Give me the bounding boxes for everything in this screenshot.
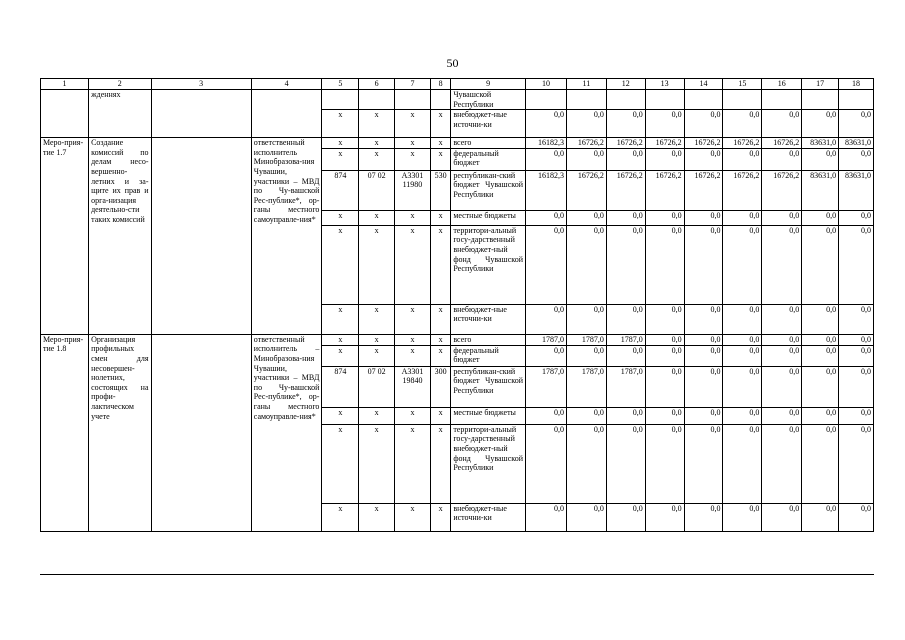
amount-cell: 16182,3 [526, 138, 567, 149]
amount-cell [645, 90, 684, 110]
target-article-cell: х [395, 424, 431, 503]
amount-cell [802, 90, 839, 110]
grbs-code-cell: х [322, 407, 359, 424]
column-number-header: 8 [430, 79, 450, 90]
event-name-cell: Создание комиссий по делам несо-вершенно-летних и за-щите их прав и орга-низация деятельно-сти таких комиссий [89, 138, 151, 335]
amount-cell: 0,0 [645, 407, 684, 424]
section-code-cell: х [359, 225, 395, 304]
amount-cell: 0,0 [526, 407, 567, 424]
amount-cell: 0,0 [723, 304, 762, 334]
amount-cell: 0,0 [839, 334, 874, 345]
amount-cell: 16182,3 [526, 170, 567, 210]
column-number-header: 5 [322, 79, 359, 90]
amount-cell: 0,0 [762, 304, 802, 334]
column-number-header: 6 [359, 79, 395, 90]
target-article-cell: х [395, 503, 431, 531]
section-code-cell: х [359, 210, 395, 225]
grbs-code-cell: 874 [322, 366, 359, 407]
amount-cell: 16726,2 [684, 138, 723, 149]
amount-cell [839, 90, 874, 110]
amount-cell: 16726,2 [645, 138, 684, 149]
amount-cell: 0,0 [802, 407, 839, 424]
header-row [41, 79, 874, 90]
expense-type-cell: х [430, 148, 450, 170]
amount-cell: 0,0 [723, 345, 762, 366]
amount-cell [762, 90, 802, 110]
column-number-header: 9 [451, 79, 526, 90]
column-number-header: 11 [566, 79, 606, 90]
grbs-code-cell: х [322, 424, 359, 503]
expense-type-cell: х [430, 345, 450, 366]
amount-cell: 0,0 [839, 366, 874, 407]
target-article-cell: х [395, 407, 431, 424]
section-code-cell: х [359, 407, 395, 424]
amount-cell: 0,0 [723, 503, 762, 531]
amount-cell: 0,0 [723, 407, 762, 424]
amount-cell: 16726,2 [606, 138, 645, 149]
amount-cell: 0,0 [802, 148, 839, 170]
amount-cell: 0,0 [606, 225, 645, 304]
grbs-code-cell [322, 90, 359, 110]
expense-type-cell: х [430, 503, 450, 531]
funding-source-cell: территори-альный госу-дарственный внебюджет-ный фонд Чувашской Республики [451, 225, 526, 304]
column-number-header: 1 [41, 79, 89, 90]
section-code-cell: 07 02 [359, 366, 395, 407]
target-article-cell: х [395, 345, 431, 366]
amount-cell: 1787,0 [526, 334, 567, 345]
amount-cell: 0,0 [526, 304, 567, 334]
table-body [41, 79, 874, 532]
amount-cell: 0,0 [684, 225, 723, 304]
expense-type-cell: х [430, 304, 450, 334]
executor-cell: ответственный исполнитель Минобразова-ния Чувашии, участники – МВД по Чу-вашской Рес-публике*, ор-ганы местного самоуправле-ния* [251, 138, 322, 335]
amount-cell: 0,0 [684, 503, 723, 531]
target-article-cell: х [395, 225, 431, 304]
amount-cell: 0,0 [762, 148, 802, 170]
amount-cell: 0,0 [762, 407, 802, 424]
amount-cell: 0,0 [802, 110, 839, 138]
amount-cell: 16726,2 [762, 138, 802, 149]
amount-cell [606, 90, 645, 110]
bottom-rule [40, 574, 874, 575]
indicator-cell [151, 138, 251, 335]
amount-cell [526, 90, 567, 110]
amount-cell: 0,0 [566, 424, 606, 503]
amount-cell: 0,0 [645, 110, 684, 138]
section-code-cell: х [359, 148, 395, 170]
amount-cell: 0,0 [762, 210, 802, 225]
amount-cell: 0,0 [723, 366, 762, 407]
grbs-code-cell: 874 [322, 170, 359, 210]
amount-cell: 16726,2 [723, 138, 762, 149]
event-label-cell: Меро-прия-тие 1.7 [41, 138, 89, 335]
expense-type-cell: х [430, 424, 450, 503]
expense-type-cell: х [430, 225, 450, 304]
amount-cell: 0,0 [684, 424, 723, 503]
amount-cell: 0,0 [684, 345, 723, 366]
amount-cell: 16726,2 [684, 170, 723, 210]
section-code-cell: х [359, 334, 395, 345]
amount-cell: 0,0 [684, 334, 723, 345]
funding-source-cell: федеральный бюджет [451, 345, 526, 366]
funding-source-cell: Чувашской Республики [451, 90, 526, 110]
amount-cell: 0,0 [606, 110, 645, 138]
amount-cell: 1787,0 [566, 334, 606, 345]
amount-cell: 0,0 [526, 148, 567, 170]
amount-cell: 0,0 [606, 210, 645, 225]
funding-source-cell: республикан-ский бюджет Чувашской Республики [451, 170, 526, 210]
amount-cell: 0,0 [802, 210, 839, 225]
amount-cell: 0,0 [802, 334, 839, 345]
amount-cell: 83631,0 [839, 138, 874, 149]
target-article-cell: А3301 11980 [395, 170, 431, 210]
column-number-header: 17 [802, 79, 839, 90]
target-article-cell: х [395, 334, 431, 345]
amount-cell: 0,0 [606, 424, 645, 503]
grbs-code-cell: х [322, 503, 359, 531]
amount-cell: 0,0 [566, 304, 606, 334]
column-number-header: 13 [645, 79, 684, 90]
section-code-cell [359, 90, 395, 110]
target-article-cell: х [395, 148, 431, 170]
target-article-cell: х [395, 138, 431, 149]
event-name-cell: жденнях [89, 90, 151, 138]
amount-cell: 1787,0 [606, 334, 645, 345]
amount-cell: 0,0 [566, 210, 606, 225]
amount-cell: 16726,2 [566, 170, 606, 210]
expense-type-cell: х [430, 334, 450, 345]
page-number: 50 [446, 56, 459, 70]
amount-cell: 0,0 [606, 148, 645, 170]
amount-cell: 0,0 [684, 210, 723, 225]
amount-cell: 0,0 [839, 407, 874, 424]
amount-cell: 16726,2 [606, 170, 645, 210]
amount-cell: 0,0 [723, 110, 762, 138]
target-article-cell [395, 90, 431, 110]
section-code-cell: х [359, 424, 395, 503]
grbs-code-cell: х [322, 110, 359, 138]
indicator-cell [151, 334, 251, 531]
funding-row [41, 334, 874, 345]
amount-cell: 16726,2 [645, 170, 684, 210]
executor-cell: ответственный исполнитель – Минобразова-ния Чувашии, участники – МВД по Чу-вашской Рес-публике*, ор-ганы местного самоуправле-ния* [251, 334, 322, 531]
amount-cell: 0,0 [645, 148, 684, 170]
amount-cell: 0,0 [839, 304, 874, 334]
amount-cell: 0,0 [566, 225, 606, 304]
column-number-header: 10 [526, 79, 567, 90]
amount-cell: 0,0 [723, 334, 762, 345]
amount-cell: 16726,2 [762, 170, 802, 210]
amount-cell: 83631,0 [802, 138, 839, 149]
amount-cell [566, 90, 606, 110]
amount-cell [723, 90, 762, 110]
amount-cell: 0,0 [723, 424, 762, 503]
amount-cell: 0,0 [839, 345, 874, 366]
amount-cell: 0,0 [566, 148, 606, 170]
amount-cell: 0,0 [839, 148, 874, 170]
indicator-cell [151, 90, 251, 138]
funding-source-cell: федеральный бюджет [451, 148, 526, 170]
amount-cell: 0,0 [566, 110, 606, 138]
budget-table [40, 78, 874, 532]
amount-cell: 1787,0 [566, 366, 606, 407]
funding-source-cell: внебюджет-ные источни-ки [451, 503, 526, 531]
column-number-header: 18 [839, 79, 874, 90]
event-label-cell: Меро-прия-тие 1.8 [41, 334, 89, 531]
amount-cell: 0,0 [802, 225, 839, 304]
column-number-header: 4 [251, 79, 322, 90]
amount-cell: 0,0 [526, 210, 567, 225]
amount-cell: 0,0 [526, 225, 567, 304]
event-name-cell: Организация профильных смен для несовершен-нолетних, состоящих на профи-лактическом учете [89, 334, 151, 531]
funding-row [41, 138, 874, 149]
expense-type-cell: 530 [430, 170, 450, 210]
amount-cell: 0,0 [684, 407, 723, 424]
amount-cell: 0,0 [839, 503, 874, 531]
grbs-code-cell: х [322, 304, 359, 334]
budget-table-wrapper [40, 78, 874, 532]
amount-cell: 0,0 [684, 110, 723, 138]
amount-cell [684, 90, 723, 110]
continuation-row [41, 90, 874, 110]
amount-cell: 0,0 [839, 110, 874, 138]
amount-cell: 0,0 [684, 366, 723, 407]
amount-cell: 0,0 [645, 366, 684, 407]
amount-cell: 16726,2 [723, 170, 762, 210]
section-code-cell: х [359, 345, 395, 366]
amount-cell: 0,0 [645, 304, 684, 334]
grbs-code-cell: х [322, 334, 359, 345]
column-number-header: 14 [684, 79, 723, 90]
amount-cell: 0,0 [645, 210, 684, 225]
amount-cell: 0,0 [606, 345, 645, 366]
amount-cell: 0,0 [723, 148, 762, 170]
amount-cell: 1787,0 [606, 366, 645, 407]
section-code-cell: х [359, 503, 395, 531]
amount-cell: 0,0 [606, 407, 645, 424]
amount-cell: 83631,0 [839, 170, 874, 210]
target-article-cell: А3301 19840 [395, 366, 431, 407]
column-number-header: 7 [395, 79, 431, 90]
amount-cell: 0,0 [762, 366, 802, 407]
amount-cell: 0,0 [839, 424, 874, 503]
target-article-cell: х [395, 304, 431, 334]
expense-type-cell: х [430, 407, 450, 424]
amount-cell: 0,0 [684, 304, 723, 334]
amount-cell: 0,0 [526, 110, 567, 138]
grbs-code-cell: х [322, 210, 359, 225]
amount-cell: 0,0 [723, 225, 762, 304]
amount-cell: 0,0 [762, 424, 802, 503]
amount-cell: 0,0 [606, 503, 645, 531]
column-number-header: 2 [89, 79, 151, 90]
funding-source-cell: внебюджет-ные источни-ки [451, 304, 526, 334]
funding-source-cell: всего [451, 138, 526, 149]
funding-source-cell: внебюджет-ные источни-ки [451, 110, 526, 138]
section-code-cell: х [359, 304, 395, 334]
amount-cell: 0,0 [762, 503, 802, 531]
grbs-code-cell: х [322, 148, 359, 170]
amount-cell: 0,0 [526, 424, 567, 503]
column-number-header: 12 [606, 79, 645, 90]
executor-cell [251, 90, 322, 138]
amount-cell: 0,0 [566, 407, 606, 424]
target-article-cell: х [395, 110, 431, 138]
column-number-header: 3 [151, 79, 251, 90]
amount-cell: 0,0 [802, 366, 839, 407]
amount-cell: 0,0 [802, 304, 839, 334]
expense-type-cell: х [430, 210, 450, 225]
amount-cell: 0,0 [839, 210, 874, 225]
event-label-cell [41, 90, 89, 138]
amount-cell: 0,0 [723, 210, 762, 225]
amount-cell: 0,0 [762, 110, 802, 138]
amount-cell: 0,0 [762, 334, 802, 345]
amount-cell: 0,0 [802, 345, 839, 366]
amount-cell: 0,0 [645, 424, 684, 503]
grbs-code-cell: х [322, 138, 359, 149]
amount-cell: 0,0 [566, 503, 606, 531]
amount-cell: 0,0 [645, 225, 684, 304]
funding-source-cell: республикан-ский бюджет Чувашской Республики [451, 366, 526, 407]
amount-cell: 0,0 [645, 503, 684, 531]
section-code-cell: 07 02 [359, 170, 395, 210]
amount-cell: 83631,0 [802, 170, 839, 210]
amount-cell: 0,0 [684, 148, 723, 170]
expense-type-cell: 300 [430, 366, 450, 407]
expense-type-cell: х [430, 110, 450, 138]
section-code-cell: х [359, 110, 395, 138]
amount-cell: 16726,2 [566, 138, 606, 149]
amount-cell: 1787,0 [526, 366, 567, 407]
amount-cell: 0,0 [645, 345, 684, 366]
funding-source-cell: местные бюджеты [451, 407, 526, 424]
target-article-cell: х [395, 210, 431, 225]
grbs-code-cell: х [322, 345, 359, 366]
funding-source-cell: территори-альный госу-дарственный внебюджет-ный фонд Чувашской Республики [451, 424, 526, 503]
funding-source-cell: местные бюджеты [451, 210, 526, 225]
amount-cell: 0,0 [802, 424, 839, 503]
column-number-header: 15 [723, 79, 762, 90]
amount-cell: 0,0 [802, 503, 839, 531]
amount-cell: 0,0 [526, 503, 567, 531]
grbs-code-cell: х [322, 225, 359, 304]
funding-source-cell: всего [451, 334, 526, 345]
amount-cell: 0,0 [762, 225, 802, 304]
amount-cell: 0,0 [606, 304, 645, 334]
amount-cell: 0,0 [762, 345, 802, 366]
amount-cell: 0,0 [566, 345, 606, 366]
column-number-header: 16 [762, 79, 802, 90]
amount-cell: 0,0 [839, 225, 874, 304]
expense-type-cell: х [430, 138, 450, 149]
section-code-cell: х [359, 138, 395, 149]
amount-cell: 0,0 [526, 345, 567, 366]
amount-cell: 0,0 [645, 334, 684, 345]
expense-type-cell [430, 90, 450, 110]
